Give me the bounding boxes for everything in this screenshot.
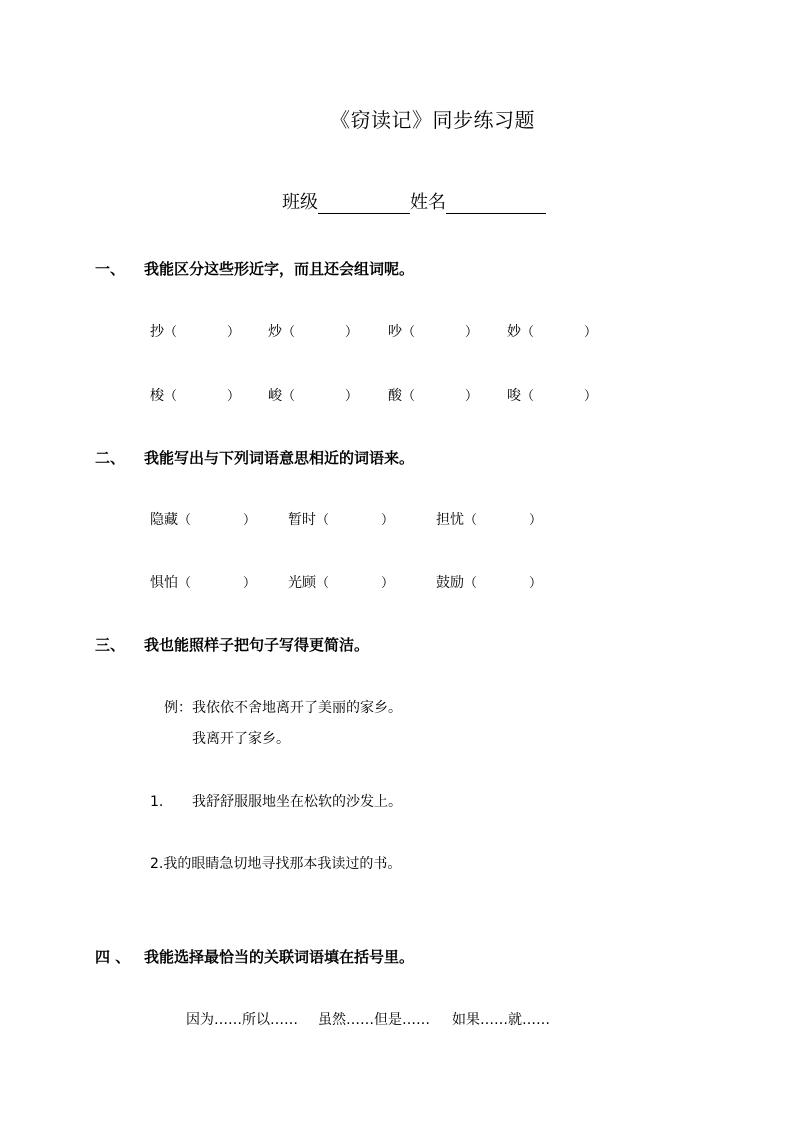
char-item: 酸（ ） (388, 388, 479, 404)
class-label: 班级 (282, 192, 318, 213)
section-2-number: 二、 (95, 449, 126, 467)
conjunction-option: 虽然……但是…… (318, 1012, 430, 1028)
word-item: 担忧（ ） (436, 512, 543, 528)
question-2 (150, 853, 401, 873)
question-1-number: 1. (150, 794, 164, 810)
class-name-line (282, 188, 546, 214)
page-title: 《窃读记》同步练习题 (330, 108, 535, 132)
char-item: 唆（ ） (507, 388, 598, 404)
name-label: 姓名 (410, 192, 446, 213)
char-item: 抄（ ） (150, 324, 241, 340)
section-1-title: 我能区分这些形近字，而且还会组词呢。 (144, 260, 415, 278)
conjunction-option: 因为……所以…… (186, 1012, 298, 1028)
name-blank[interactable] (446, 193, 546, 214)
word-item: 光顾（ ） (288, 575, 395, 591)
section-2-title: 我能写出与下列词语意思相近的词语来。 (144, 449, 415, 467)
section-1-number: 一、 (95, 260, 126, 278)
char-item: 炒（ ） (268, 324, 359, 340)
word-item: 鼓励（ ） (436, 575, 543, 591)
section-3-number: 三、 (95, 636, 126, 654)
section-3-title: 我也能照样子把句子写得更简洁。 (144, 636, 370, 654)
word-item: 暂时（ ） (288, 512, 395, 528)
question-1 (150, 791, 402, 811)
word-item: 隐藏（ ） (150, 512, 257, 528)
conjunction-option: 如果……就…… (452, 1012, 550, 1028)
char-item: 妙（ ） (507, 324, 598, 340)
char-item: 梭（ ） (150, 388, 241, 404)
example-sentence (164, 697, 402, 717)
char-item: 吵（ ） (388, 324, 479, 340)
class-blank[interactable] (318, 193, 410, 214)
example-label: 例： (164, 700, 192, 716)
example-answer: 我离开了家乡。 (192, 731, 290, 747)
section-4-title: 我能选择最恰当的关联词语填在括号里。 (144, 948, 415, 966)
example-text: 我依依不舍地离开了美丽的家乡。 (192, 700, 402, 716)
question-1-text: 我舒舒服服地坐在松软的沙发上。 (192, 794, 402, 810)
question-2-text: 我的眼睛急切地寻找那本我读过的书。 (163, 856, 402, 872)
section-4-number: 四 、 (95, 948, 131, 966)
char-item: 峻（ ） (268, 388, 359, 404)
question-2-number: 2. (150, 856, 164, 872)
word-item: 惧怕（ ） (150, 575, 257, 591)
